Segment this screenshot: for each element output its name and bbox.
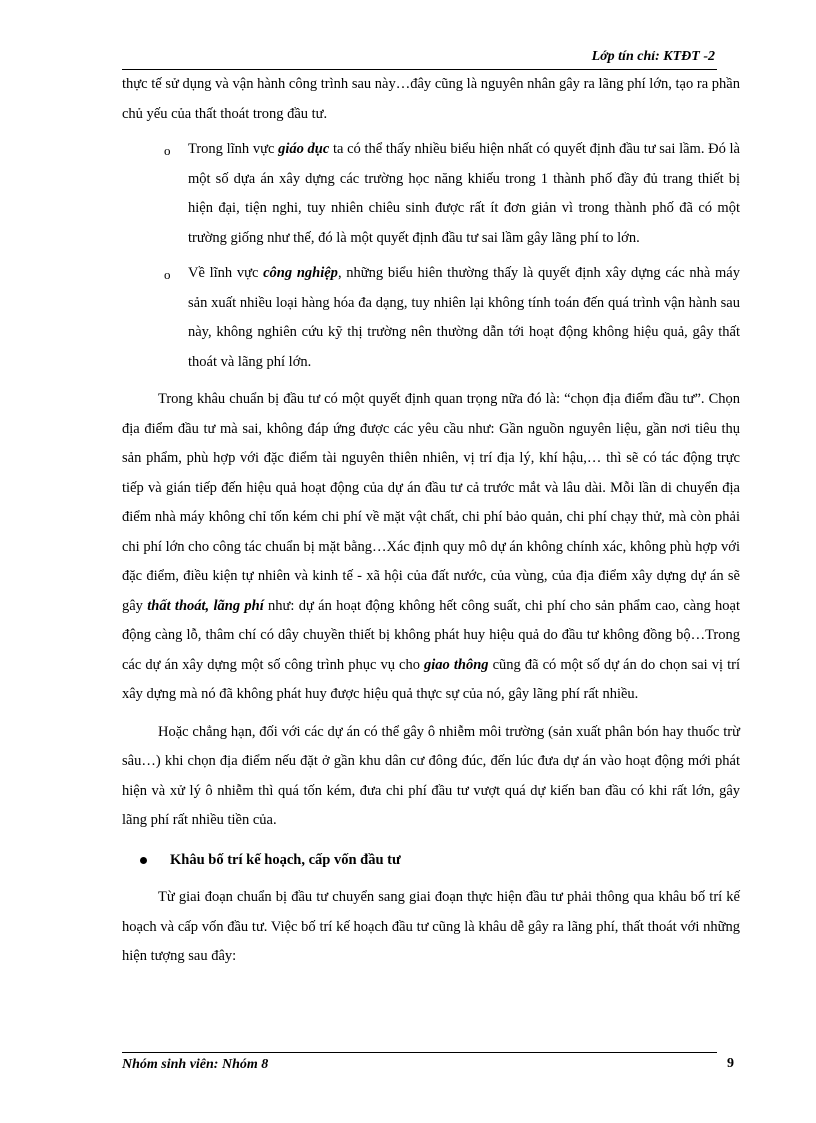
page-number: 9 <box>727 1056 734 1071</box>
paragraph-continuation: thực tế sử dụng và vận hành công trình sau này…đây cũng là nguyên nhân gây ra lãng phí lớn, tạo ra phần chủ yếu của thất thoát trong đầu tư. <box>122 76 740 122</box>
text-before: Trong lĩnh vực <box>188 141 279 157</box>
emphasis-cong-nghiep: công nghiệp <box>263 265 338 281</box>
text-after: cũng đã có một số dự án do chọn sai vị trí xây dựng mà nó đã không phát huy được hiệu quả thực sự của nó, gây lãng phí rất nhiều. <box>122 656 740 702</box>
text-after: ta có thể thấy nhiều biểu hiện nhất có quyết định đầu tư sai lầm. Đó là một số dựa án xây dựng các trường học năng khiếu trong 1 thành phố đầy đủ trang thiết bị hiện đại, tiện nghi, tuy nhiên chiêu sinh được rất ít đơn giản vì trong thành phố đã có một trường giống như thế, đó là một quyết định đầu tư sai lầm gây lãng phí to lớn. <box>188 141 740 246</box>
heading-text: Khâu bố trí kế hoạch, cấp vốn đầu tư <box>170 851 401 868</box>
list-item-industry <box>122 259 740 377</box>
emphasis-giao-thong: giao thông <box>424 656 489 673</box>
hollow-circle-bullet-icon: o <box>164 143 171 158</box>
text-middle: như: dự án hoạt động không hết công suất, chi phí cho sản phẩm cao, càng hoạt động càng lỗ, thâm chí có dây chuyền thiết bị không phát huy hiệu quả do đầu tư không đồng bộ…Trong các dự án xây dựng một số công trình phục vụ cho <box>122 597 740 673</box>
footer-group-label: Nhóm sinh viên: Nhóm 8 <box>122 1057 269 1072</box>
text-after: , những biểu hiên thường thấy là quyết định xây dựng các nhà máy sản xuất nhiều loại hàng hóa đa dạng, tuy nhiên lại không tính toán đến quá trình vận hành sau này, không nghiên cứu kỹ thị trường nên thường dẫn tới hoạt động không hiệu quả, gây thất thoát và lãng phí lớn. <box>188 265 740 370</box>
paragraph-planning: Từ giai đoạn chuẩn bị đầu tư chuyển sang giai đoạn thực hiện đầu tư phải thông qua khâu bố trí kế hoạch và cấp vốn đầu tư. Việc bố trí kế hoạch đầu tư cũng là khâu dễ gây ra lãng phí, thất thoát với những hiện tượng sau đây: <box>122 889 740 964</box>
paragraph-location-choice <box>122 385 740 710</box>
list-item-education <box>122 135 740 253</box>
section-heading <box>122 846 740 876</box>
bullet-dot-icon <box>140 857 147 864</box>
emphasis-giao-duc: giáo dục <box>278 141 330 157</box>
page-content <box>122 70 740 972</box>
paragraph-pollution: Hoặc chẳng hạn, đối với các dự án có thể gây ô nhiễm môi trường (sản xuất phân bón hay thuốc trừ sâu…) khi chọn địa điểm nếu đặt ở gần khu dân cư đông đúc, đến lúc đưa dự án vào hoạt động mới phát hiện và xử lý ô nhiễm thì quá tốn kém, đưa chi phí đầu tư vượt quá dự kiến ban đầu có khi rất lớn, gây lãng phí rất nhiều tiền của. <box>122 723 740 828</box>
emphasis-that-thoat: thất thoát, lãng phí <box>147 597 264 614</box>
header-class-label: Lớp tín chỉ: KTĐT -2 <box>591 49 715 64</box>
hollow-circle-bullet-icon: o <box>164 267 171 282</box>
text-before: Trong khâu chuẩn bị đầu tư có một quyết định quan trọng nữa đó là: “chọn địa điểm đầu tư”. Chọn địa điểm đầu tư mà sai, không đáp ứng được các yêu cầu như: Gần nguồn nguyên liệu, gần nơi tiêu thụ sản phẩm, phù hợp với đặc điểm tài nguyên thiên nhiên, vị trí địa lý, khí hậu,… thì sẽ có tác động trực tiếp và gián tiếp đến hiệu quả hoạt động của dự án đầu tư cả trước mắt và lâu dài. Mỗi lần di chuyển địa điểm nhà máy không chỉ tốn kém chi phí về mặt vật chất, chi phí bảo quản, chi phí chạy thử, mà còn phải chi phí lớn cho công tác chuẩn bị mặt bằng…Xác định quy mô dự án không chính xác, không phù hợp với đặc điểm, điều kiện tự nhiên và kinh tế - xã hội của đất nước, của vùng, của địa điểm xây dựng dự án sẽ gây <box>122 391 740 614</box>
page-footer <box>122 1052 717 1072</box>
page-header <box>122 47 717 70</box>
text-before: Về lĩnh vực <box>188 265 264 281</box>
